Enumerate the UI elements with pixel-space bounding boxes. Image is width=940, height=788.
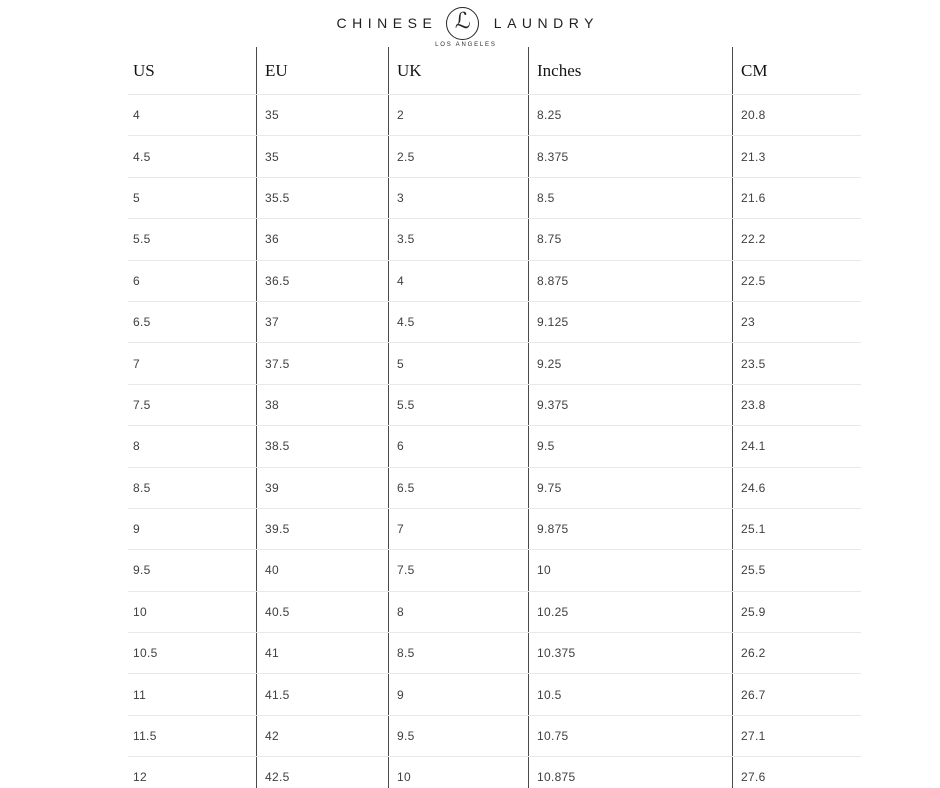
table-cell: 9.125 <box>528 302 732 342</box>
table-row <box>128 219 861 260</box>
table-cell: 10.5 <box>133 646 158 661</box>
table-cell: 9.875 <box>528 509 732 549</box>
table-cell: 36 <box>256 219 388 259</box>
script-l-icon: ℒ <box>454 9 471 34</box>
table-row <box>128 302 861 343</box>
table-cell: 10.5 <box>528 674 732 714</box>
table-cell: 7 <box>133 356 140 371</box>
table-header-row <box>128 47 861 95</box>
table-cell: 4 <box>133 108 140 123</box>
table-cell: 10 <box>133 604 147 619</box>
table-cell: 4.5 <box>133 149 151 164</box>
table-row <box>128 178 861 219</box>
table-cell: 26.2 <box>732 633 861 673</box>
size-chart-table <box>128 47 861 788</box>
brand-logo <box>0 3 930 48</box>
table-row <box>128 757 861 788</box>
table-cell: 41 <box>256 633 388 673</box>
table-row <box>128 550 861 591</box>
table-body <box>128 95 861 788</box>
table-cell: 7.5 <box>133 397 151 412</box>
table-cell: 39 <box>256 468 388 508</box>
table-cell: 37.5 <box>256 343 388 383</box>
table-cell: 6 <box>133 273 140 288</box>
table-row <box>128 385 861 426</box>
table-cell: 35 <box>256 136 388 176</box>
table-cell: 7 <box>388 509 528 549</box>
table-cell: 5.5 <box>133 232 151 247</box>
table-cell: 8.5 <box>133 480 151 495</box>
brand-name-left: CHINESE <box>336 15 438 31</box>
table-cell: 4 <box>388 261 528 301</box>
table-row <box>128 716 861 757</box>
table-cell: 9.25 <box>528 343 732 383</box>
table-cell: 42.5 <box>256 757 388 788</box>
table-cell: 35 <box>256 95 388 135</box>
table-cell: 8.75 <box>528 219 732 259</box>
brand-name-right: LAUNDRY <box>493 15 599 31</box>
table-row <box>128 468 861 509</box>
table-row <box>128 633 861 674</box>
table-cell: 8.875 <box>528 261 732 301</box>
table-cell: 24.1 <box>732 426 861 466</box>
table-cell: 27.6 <box>732 757 861 788</box>
header-cell-us: US <box>133 60 155 80</box>
table-cell: 10.75 <box>528 716 732 756</box>
table-cell: 9.5 <box>528 426 732 466</box>
table-cell: 8.25 <box>528 95 732 135</box>
table-cell: 36.5 <box>256 261 388 301</box>
table-row <box>128 343 861 384</box>
table-cell: 25.5 <box>732 550 861 590</box>
table-cell: 5 <box>133 190 140 205</box>
table-cell: 10.25 <box>528 592 732 632</box>
table-row <box>128 674 861 715</box>
table-cell: 23.8 <box>732 385 861 425</box>
table-cell: 5.5 <box>388 385 528 425</box>
table-cell: 2 <box>388 95 528 135</box>
table-cell: 6.5 <box>133 315 151 330</box>
table-cell: 9 <box>388 674 528 714</box>
table-cell: 23.5 <box>732 343 861 383</box>
table-cell: 9.5 <box>133 563 151 578</box>
table-cell: 4.5 <box>388 302 528 342</box>
header-cell-uk: UK <box>388 47 528 94</box>
table-cell: 10 <box>528 550 732 590</box>
table-cell: 12 <box>133 770 147 785</box>
table-cell: 9.5 <box>388 716 528 756</box>
table-cell: 10.375 <box>528 633 732 673</box>
table-cell: 8 <box>133 439 140 454</box>
table-cell: 40.5 <box>256 592 388 632</box>
header-cell-eu: EU <box>256 47 388 94</box>
table-cell: 11 <box>133 687 147 702</box>
table-cell: 6.5 <box>388 468 528 508</box>
table-cell: 20.8 <box>732 95 861 135</box>
table-cell: 35.5 <box>256 178 388 218</box>
header-cell-inches: Inches <box>528 47 732 94</box>
table-cell: 8.375 <box>528 136 732 176</box>
table-cell: 37 <box>256 302 388 342</box>
table-cell: 25.9 <box>732 592 861 632</box>
table-cell: 21.6 <box>732 178 861 218</box>
table-cell: 26.7 <box>732 674 861 714</box>
table-cell: 3.5 <box>388 219 528 259</box>
table-cell: 3 <box>388 178 528 218</box>
table-cell: 2.5 <box>388 136 528 176</box>
table-cell: 27.1 <box>732 716 861 756</box>
table-row <box>128 509 861 550</box>
table-cell: 9 <box>133 522 140 537</box>
brand-subtitle: LOS ANGELES <box>435 42 497 48</box>
table-cell: 8.5 <box>528 178 732 218</box>
table-cell: 38.5 <box>256 426 388 466</box>
table-cell: 9.375 <box>528 385 732 425</box>
table-row <box>128 592 861 633</box>
table-cell: 39.5 <box>256 509 388 549</box>
table-cell: 7.5 <box>388 550 528 590</box>
brand-name-row <box>331 3 599 43</box>
table-cell: 21.3 <box>732 136 861 176</box>
table-cell: 22.5 <box>732 261 861 301</box>
table-cell: 25.1 <box>732 509 861 549</box>
table-cell: 42 <box>256 716 388 756</box>
table-cell: 24.6 <box>732 468 861 508</box>
table-cell: 9.75 <box>528 468 732 508</box>
table-cell: 6 <box>388 426 528 466</box>
brand-monogram-icon <box>446 7 479 40</box>
table-cell: 10 <box>388 757 528 788</box>
table-cell: 41.5 <box>256 674 388 714</box>
table-cell: 23 <box>732 302 861 342</box>
table-row <box>128 261 861 302</box>
table-cell: 22.2 <box>732 219 861 259</box>
table-cell: 38 <box>256 385 388 425</box>
table-cell: 11.5 <box>133 729 157 744</box>
header-cell-cm: CM <box>732 47 861 94</box>
table-row <box>128 426 861 467</box>
table-row <box>128 136 861 177</box>
table-cell: 8 <box>388 592 528 632</box>
table-cell: 8.5 <box>388 633 528 673</box>
table-cell: 10.875 <box>528 757 732 788</box>
table-cell: 5 <box>388 343 528 383</box>
table-row <box>128 95 861 136</box>
table-cell: 40 <box>256 550 388 590</box>
